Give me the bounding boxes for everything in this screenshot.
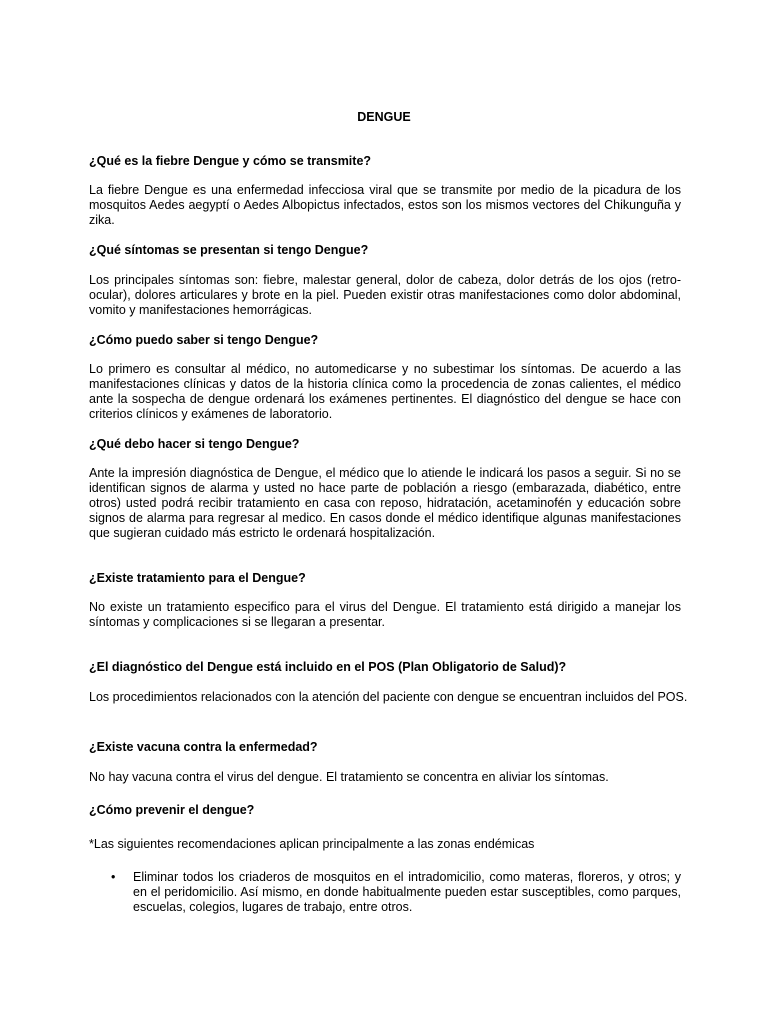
section-heading-what-is: ¿Qué es la fiebre Dengue y cómo se transmite? bbox=[89, 154, 372, 168]
section-heading-what-to-do: ¿Qué debo hacer si tengo Dengue? bbox=[89, 437, 300, 451]
section-body-diagnosis: Lo primero es consultar al médico, no automedicarse y no subestimar los síntomas. De acuerdo a las manifestaciones clínicas y datos de la historia clínica como la procedencia de zonas calientes, el médico ante la sospecha de dengue ordenará los exámenes pertinentes. El diagnóstico del dengue se hace con criterios clínicos y exámenes de laboratorio. bbox=[89, 362, 681, 421]
document-title: DENGUE bbox=[357, 110, 411, 124]
list-item bbox=[89, 870, 681, 915]
bullet-icon: • bbox=[111, 870, 116, 884]
section-heading-vaccine: ¿Existe vacuna contra la enfermedad? bbox=[89, 740, 318, 754]
section-heading-pos: ¿El diagnóstico del Dengue está incluido en el POS (Plan Obligatorio de Salud)? bbox=[89, 660, 567, 674]
section-heading-treatment: ¿Existe tratamiento para el Dengue? bbox=[89, 571, 306, 585]
section-heading-prevention: ¿Cómo prevenir el dengue? bbox=[89, 803, 255, 817]
list-item-text: Eliminar todos los criaderos de mosquitos en el intradomicilio, como materas, floreros, y otros; y en el peridomicilio. Así mismo, en donde habitualmente pueden estar susceptibles, como parques, escuelas, colegios, lugares de trabajo, entre otros. bbox=[133, 870, 681, 914]
section-body-symptoms: Los principales síntomas son: fiebre, malestar general, dolor de cabeza, dolor detrás de los ojos (retro-ocular), dolores articulares y brote en la piel. Pueden existir otras manifestaciones como dolor abdominal, vomito y manifestaciones hemorrágicas. bbox=[89, 273, 681, 317]
section-body-vaccine: No hay vacuna contra el virus del dengue. El tratamiento se concentra en aliviar los síntomas. bbox=[89, 770, 609, 784]
section-heading-diagnosis: ¿Cómo puedo saber si tengo Dengue? bbox=[89, 333, 319, 347]
section-body-pos: Los procedimientos relacionados con la atención del paciente con dengue se encuentran incluidos del POS. bbox=[89, 690, 688, 704]
section-body-treatment: No existe un tratamiento especifico para el virus del Dengue. El tratamiento está dirigido a manejar los síntomas y complicaciones si se llegaran a presentar. bbox=[89, 600, 681, 629]
section-body-what-to-do: Ante la impresión diagnóstica de Dengue, el médico que lo atiende le indicará los pasos a seguir. Si no se identifican signos de alarma y usted no hace parte de población a riesgo (embarazada, diabético, entre otros) usted podrá recibir tratamiento en casa con reposo, hidratación, acetaminofén y educación sobre signos de alarma para regresar al medico. En casos donde el médico identifique algunas manifestaciones que sugieran cuidado más estricto le ordenará hospitalización. bbox=[89, 466, 681, 540]
section-heading-symptoms: ¿Qué síntomas se presentan si tengo Dengue? bbox=[89, 243, 369, 257]
section-body-prevention: *Las siguientes recomendaciones aplican principalmente a las zonas endémicas bbox=[89, 837, 535, 851]
section-body-what-is: La fiebre Dengue es una enfermedad infecciosa viral que se transmite por medio de la picadura de los mosquitos Aedes aegyptí o Aedes Albopictus infectados, estos son los mismos vectores del Chikunguña y zika. bbox=[89, 183, 681, 227]
